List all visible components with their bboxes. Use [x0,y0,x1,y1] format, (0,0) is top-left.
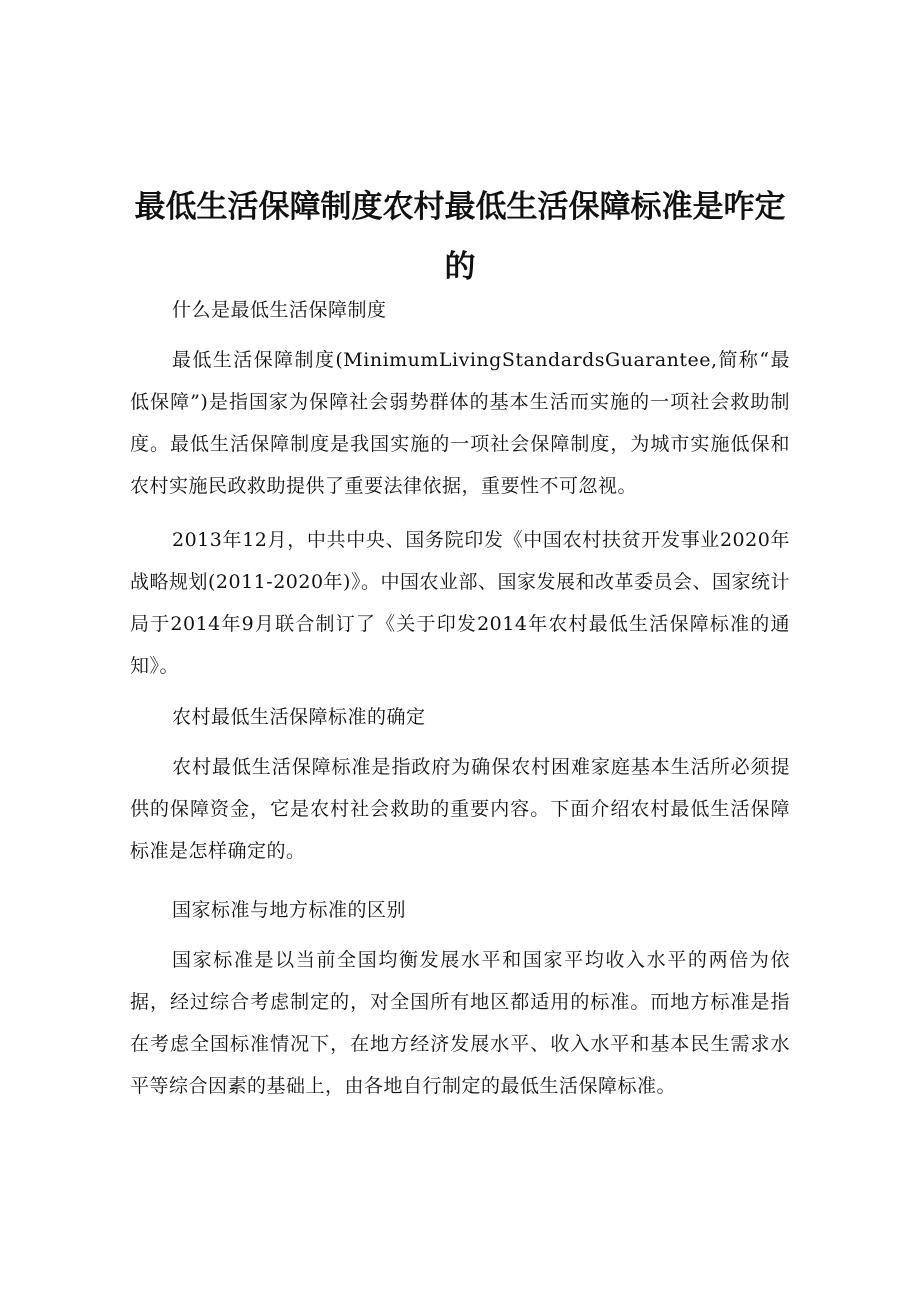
paragraph-national-vs-local: 国家标准是以当前全国均衡发展水平和国家平均收入水平的两倍为依据，经过综合考虑制定的，对全国所有地区都适用的标准。而地方标准是指在考虑全国标准情况下，在地方经济发展水平、收入水平和基本民生需求水平等综合因素的基础上，由各地自行制定的最低生活保障标准。 [130,949,790,1097]
paragraph-policy-history: 2013年12月，中共中央、国务院印发《中国农村扶贫开发事业2020年战略规划(2011-2020年)》。中国农业部、国家发展和改革委员会、国家统计局于2014年9月联合制订了《关于印发2014年农村最低生活保障标准的通知》。 [130,529,790,677]
paragraph-definition: 最低生活保障制度(MinimumLivingStandardsGuarantee,简称“最低保障”)是指国家为保障社会弱势群体的基本生活而实施的一项社会救助制度。最低生活保障制度是我国实施的一项社会保障制度，为城市实施低保和农村实施民政救助提供了重要法律依据，重要性不可忽视。 [130,349,790,497]
section-heading-rural-standard: 农村最低生活保障标准的确定 [172,706,426,728]
section-heading-national-vs-local: 国家标准与地方标准的区别 [172,899,407,921]
section-heading-what-is: 什么是最低生活保障制度 [172,299,387,321]
paragraph-rural-standard: 农村最低生活保障标准是指政府为确保农村困难家庭基本生活所必须提供的保障资金，它是农村社会救助的重要内容。下面介绍农村最低生活保障标准是怎样确定的。 [130,756,790,862]
document-title: 最低生活保障制度农村最低生活保障标准是咋定的 [134,189,786,285]
